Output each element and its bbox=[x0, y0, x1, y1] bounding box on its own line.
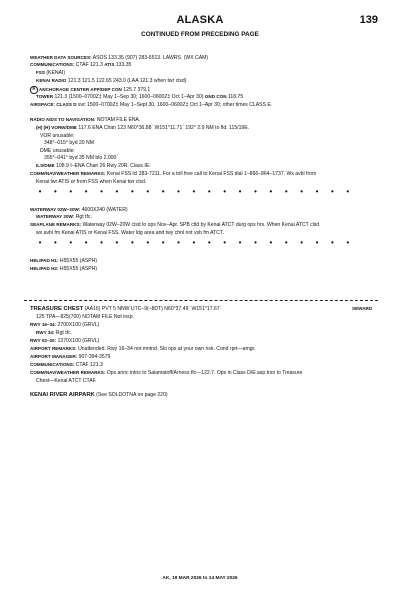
kenai-river-entry bbox=[30, 392, 168, 398]
value: 2700X100 (GRVL) bbox=[57, 322, 100, 328]
dot-separator: • • • • • • • • • • • • • • • • • • • • • bbox=[38, 187, 350, 196]
runway-02-20 bbox=[30, 338, 99, 344]
value: Rgt tfc. bbox=[75, 214, 92, 220]
dme-unusable: DME unusable: bbox=[40, 148, 75, 154]
vortac-line bbox=[36, 125, 249, 131]
atis-label: ATIS bbox=[104, 62, 115, 67]
dme-unusable-range: 355°–041° byd 35 NM blo 2,000´ bbox=[44, 155, 119, 161]
kenai-radio-line bbox=[36, 78, 186, 84]
seaplane-remarks bbox=[30, 222, 319, 228]
label: ANCHORAGE CENTER APP/DEP CON bbox=[38, 87, 122, 93]
helipad-h1 bbox=[30, 258, 97, 264]
value: Unattended. Rwy 16–34 not mntnd. Ski ops at your own risk. Cond rprt—amgr. bbox=[78, 346, 256, 352]
value: 121.3 121.5 122.65 243.0 (LAA 121.3 when twr clsd) bbox=[67, 78, 187, 84]
label: RWY 34: bbox=[36, 330, 55, 335]
label: RWY 02–20: bbox=[30, 338, 57, 343]
label: RADIO AIDS TO NAVIGATION: bbox=[30, 117, 96, 122]
tower-line bbox=[36, 94, 243, 100]
comm-nav-remarks-cont: Chest—Kenai ATCT CTAF. bbox=[36, 378, 97, 384]
effective-dates-footer: AK, 19 MAR 2026 to 14 MAY 2026 bbox=[162, 576, 238, 581]
airspace-line bbox=[30, 102, 272, 108]
gnd-label: GND CON bbox=[204, 94, 227, 99]
communications-line bbox=[30, 62, 131, 68]
runway-34 bbox=[36, 330, 72, 336]
page-number: 139 bbox=[359, 14, 378, 26]
airport-manager bbox=[30, 354, 110, 360]
value: H55X55 (ASPH) bbox=[59, 258, 98, 264]
weather-data-sources bbox=[30, 55, 208, 61]
label: SEAPLANE REMARKS: bbox=[30, 222, 82, 227]
elevation-line: 125 TPA—825(700) NOTAM FILE Not insp. bbox=[36, 314, 134, 320]
value: Ops annc intns to Salamatoff/Arness tfc—122.7. Ops in Class D/E asp trsn to Treasure bbox=[106, 370, 303, 376]
value: Rgt tfc. bbox=[55, 330, 73, 336]
comm-nav-remarks bbox=[30, 171, 316, 177]
value: NOTAM FILE ENA. bbox=[96, 117, 141, 123]
runway-16-34 bbox=[30, 322, 99, 328]
state-title: ALASKA bbox=[176, 14, 224, 26]
label: COMM/NAV/WEATHER REMARKS: bbox=[30, 171, 106, 176]
label: FSS bbox=[36, 70, 45, 75]
value: H55X55 (ASPH) bbox=[59, 266, 98, 272]
label: WATERWAY 02W–20W: bbox=[30, 207, 81, 212]
label: WEATHER DATA SOURCES: bbox=[30, 55, 92, 60]
seaplane-remarks-cont: wx avbl fm Kenai ATIS or Kenai FSS. Water ldg area and twy chnl not vsb fm ATCT. bbox=[36, 230, 224, 236]
waterway20-line bbox=[36, 214, 92, 220]
airport-name: TREASURE CHEST bbox=[30, 306, 84, 312]
section-divider bbox=[24, 300, 378, 301]
comm-nav-remarks bbox=[30, 370, 302, 376]
fss-line bbox=[36, 70, 65, 76]
label: COMMUNICATIONS: bbox=[30, 362, 75, 367]
value: (KENAI) bbox=[46, 70, 66, 76]
radio-aids-line bbox=[30, 117, 140, 123]
value: 121.3 (1500–0700Z‡ May 1–Sep 30; 1600–0600Z‡ Oct 1–Apr 30) bbox=[54, 94, 204, 100]
radar-symbol: R bbox=[30, 86, 38, 94]
value: 4600X240 (WATER) bbox=[81, 207, 128, 213]
dot-separator: • • • • • • • • • • • • • • • • • • • • • bbox=[38, 238, 350, 247]
vor-unusable-range: 348°–015° byd 20 NM bbox=[44, 140, 94, 146]
value: 108.9 I–ENA Chan 26 Rwy 20R. Class IE. bbox=[56, 163, 151, 169]
waterway-line bbox=[30, 207, 128, 213]
value: Waterway 02W–20W clsd to ops Nov–Apr. SPB ctld by Kenai ATCT durg ops hrs. When Kenai ATCT clsd bbox=[82, 222, 320, 228]
value: 907-394-3579 bbox=[78, 354, 111, 360]
label: COMMUNICATIONS: bbox=[30, 62, 75, 67]
label: AIRPORT REMARKS: bbox=[30, 346, 77, 351]
label: RWY 16–34: bbox=[30, 322, 57, 327]
value: ASOS 133.35 (907) 283-6513. LAWRS. (WX CAM) bbox=[92, 55, 209, 61]
label: ILS/DME bbox=[36, 163, 55, 168]
value: 125.7 379.1 bbox=[123, 87, 151, 94]
vor-unusable: VOR unusable: bbox=[40, 133, 75, 139]
class-label: CLASS D bbox=[56, 102, 77, 107]
ident-line: (AA16) PVT 5 NNW UTC–9(–8DT) N60°37.49´ W151°17.67´ bbox=[84, 306, 222, 312]
value: svc 1500–0700Z‡ May 1–Sept 30, 1600–0600Z‡ Oct 1–Apr 30; other times CLASS E. bbox=[77, 102, 273, 108]
helipad-h2 bbox=[30, 266, 97, 272]
label: HELIPAD H2: bbox=[30, 266, 59, 271]
value: CTAF 121.3 bbox=[75, 62, 103, 68]
ils-line bbox=[36, 163, 151, 169]
airport-name: KENAI RIVER AIRPARK bbox=[30, 392, 95, 398]
label: AIRPORT MANAGER: bbox=[30, 354, 78, 359]
value: Kenai FSS lcl 283-7211. For a toll free call to Kenai FSS dial 1–866–864–1737. Wx avbl from bbox=[106, 171, 317, 177]
label: KENAI RADIO bbox=[36, 78, 67, 83]
cross-reference: (See SOLDOTNA on page 220) bbox=[96, 392, 168, 398]
value: 1370X100 (GRVL) bbox=[57, 338, 100, 344]
atis-value: 133.35 bbox=[115, 62, 132, 68]
value: CTAF 121.3 bbox=[75, 362, 103, 368]
label: COMM/NAV/WEATHER REMARKS: bbox=[30, 370, 106, 375]
label: HELIPAD H1: bbox=[30, 258, 59, 263]
gnd-value: 118.75 bbox=[227, 94, 244, 100]
treasure-chest-heading bbox=[30, 306, 221, 312]
airport-remarks bbox=[30, 346, 255, 352]
label: AIRSPACE: bbox=[30, 102, 55, 107]
comm-nav-remarks-cont: Kenai twr ATIS or from FSS when Kenai twr clsd. bbox=[36, 179, 147, 185]
chart-name: SEWARD bbox=[352, 306, 373, 311]
communications-line bbox=[30, 362, 103, 368]
approach-control-line bbox=[30, 86, 150, 94]
label: TOWER bbox=[36, 94, 54, 99]
label: WATERWAY 20W: bbox=[36, 214, 75, 219]
label: (H) (H) VORW/DME bbox=[36, 125, 77, 130]
continued-subtitle: CONTINUED FROM PRECEDING PAGE bbox=[141, 31, 259, 38]
value: 117.6 ENA Chan 123 N60°36.88´ W151°11.71´ 192° 2.9 NM to fld. 115/19E. bbox=[78, 125, 250, 131]
